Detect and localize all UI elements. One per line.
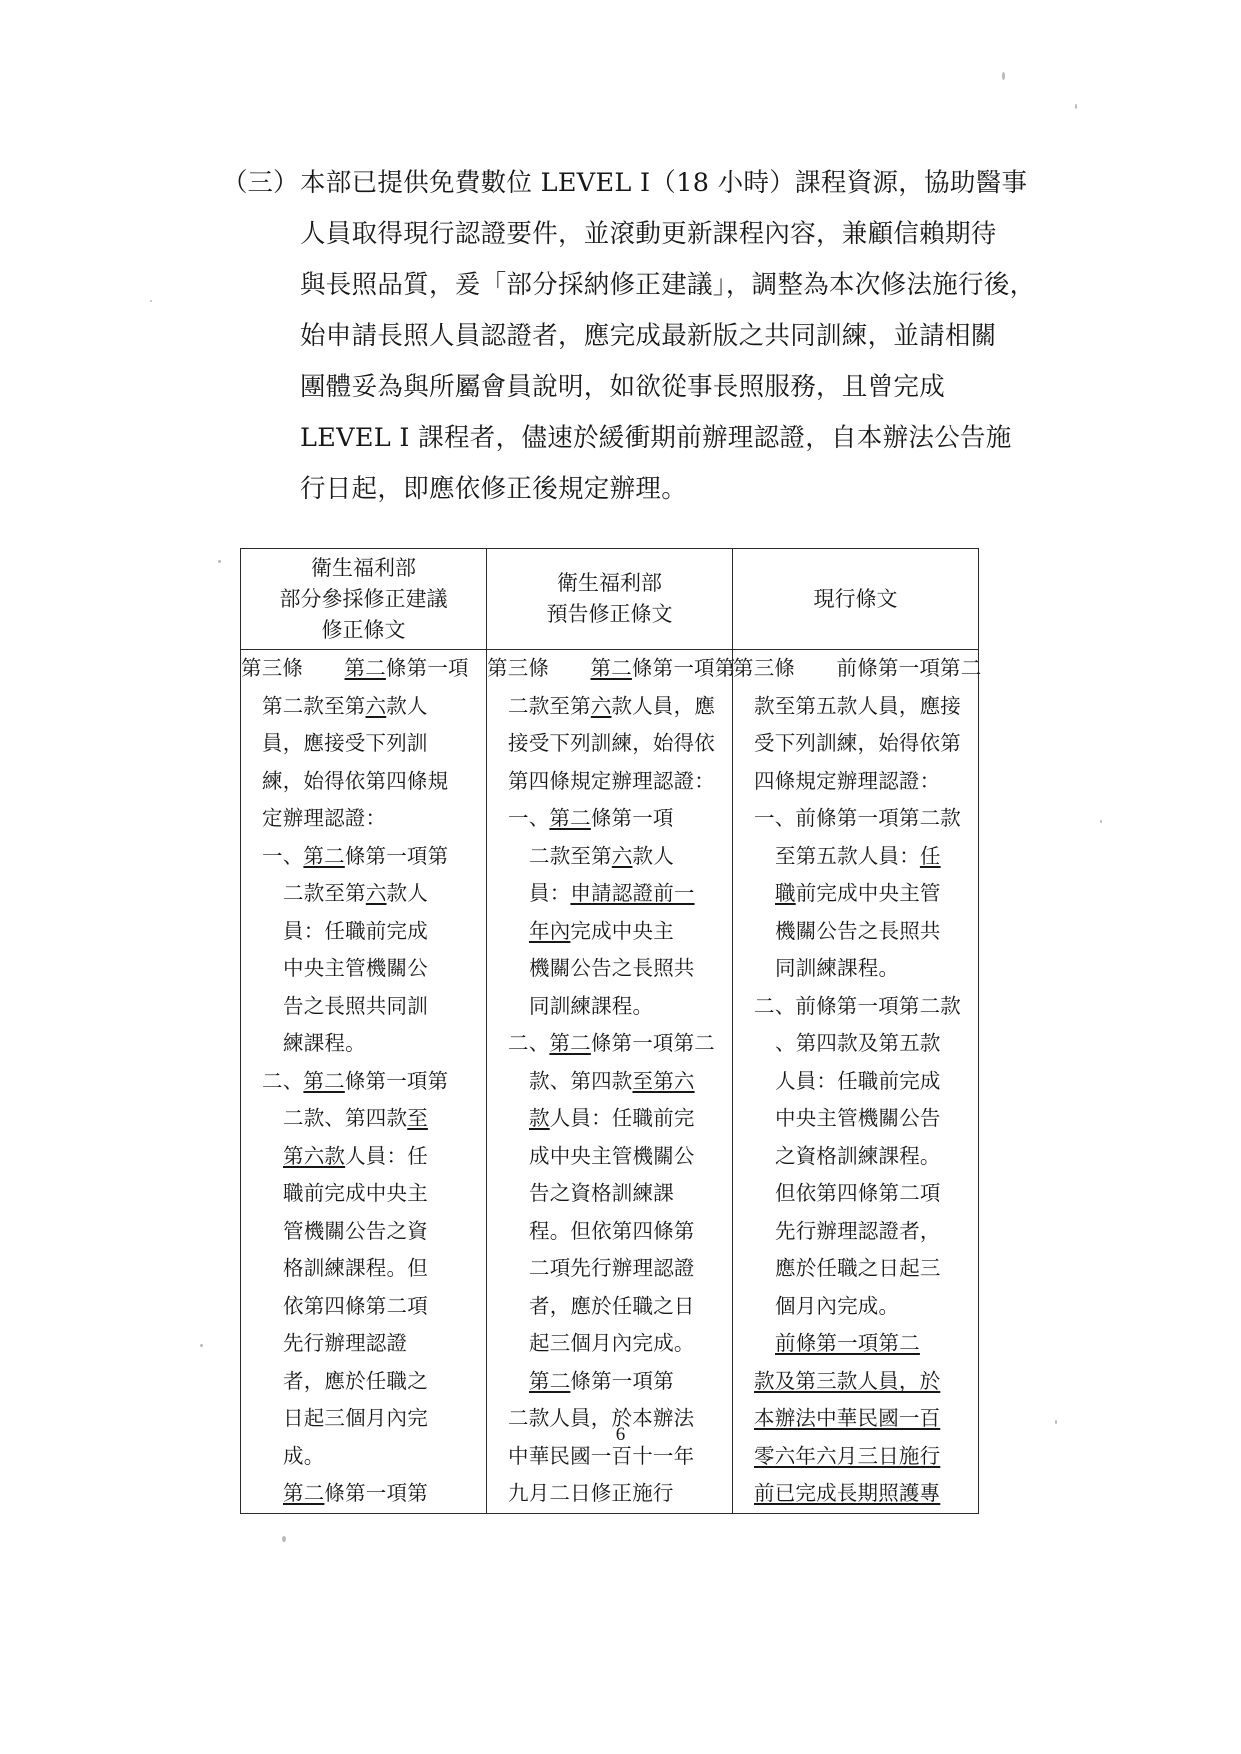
clause-text: 條第一項第二	[590, 1031, 716, 1055]
intro-line-3: 與長照品質，爰「部分採納修正建議」，調整為本次修法施行後，	[300, 270, 1036, 300]
intro-line-4: 始申請長照人員認證者，應完成最新版之共同訓練，並請相關	[300, 321, 997, 351]
underlined-amendment-text: 第六款	[283, 1143, 346, 1168]
clause-text	[549, 656, 590, 680]
intro-line-stack	[300, 158, 1027, 209]
clause-line	[487, 1213, 732, 1251]
clause-line	[733, 950, 978, 988]
clause-line	[733, 1138, 978, 1176]
underlined-amendment-text: 六	[365, 693, 387, 718]
underlined-amendment-text: 六	[590, 693, 612, 718]
clause-text: 練，始得依第四條規	[262, 768, 449, 793]
clause-text: 第四條規定辦理認證：	[508, 768, 715, 793]
cell-preannounced	[487, 650, 736, 1514]
clause-line	[487, 1138, 732, 1176]
clause-text: 至第五款人員：	[775, 843, 920, 868]
clause-text: 四條規定辦理認證：	[754, 768, 941, 793]
clause-line	[487, 1475, 732, 1513]
clause-line	[733, 650, 982, 688]
clause-text: 二款至第	[283, 881, 366, 905]
underlined-amendment-text: 第二	[344, 656, 386, 680]
clause-text: 二款至第	[529, 843, 612, 868]
scan-speck	[282, 1536, 286, 1542]
clause-line	[241, 1250, 486, 1288]
clause-text: 先行辦理認證	[283, 1331, 408, 1355]
clause-text: 第二款至第	[262, 693, 366, 718]
clause-line	[241, 1025, 486, 1063]
clause-line	[241, 988, 486, 1026]
underlined-amendment-text: 六	[365, 881, 387, 905]
amendment-comparison-table	[240, 548, 982, 1514]
scan-speck	[150, 300, 152, 302]
intro-paragraph	[222, 158, 1036, 515]
clause-line	[487, 1175, 732, 1213]
clause-text	[303, 656, 344, 680]
clause-line	[487, 838, 732, 876]
clause-text: 員：任職前完成	[283, 918, 428, 943]
column-header-current	[733, 549, 979, 650]
clause-text: 二項先行辦理認證	[529, 1256, 695, 1280]
clause-line	[241, 763, 486, 801]
underlined-amendment-text: 任	[919, 843, 941, 868]
clause-text: 人員：任職前完成	[775, 1068, 941, 1093]
cell-partially-adopted	[241, 650, 487, 1514]
clause-text: 第三條	[733, 656, 796, 680]
clause-text: 員：	[529, 881, 571, 905]
clause-line	[733, 875, 978, 913]
clause-line	[733, 1363, 978, 1401]
clause-text: 中央主管機關公	[283, 956, 428, 980]
underlined-amendment-text: 職	[775, 881, 796, 905]
clause-line	[487, 950, 732, 988]
underlined-amendment-text: 前已完成長期照護專	[754, 1481, 941, 1505]
clause-text: 前完成中央主管	[795, 881, 941, 905]
scan-speck	[1100, 820, 1102, 823]
clause-line	[733, 1063, 978, 1101]
column-header-preannounced	[487, 549, 733, 650]
clause-text	[795, 656, 836, 680]
clause-line	[487, 800, 732, 838]
clause-text: 但依第四條第二項	[775, 1181, 941, 1205]
clause-text: 條第一項第	[631, 656, 736, 680]
clause-text: 二、前條第一項第二款	[754, 993, 961, 1018]
underlined-amendment-text: 六	[611, 843, 633, 868]
header-line: 衛生福利部	[557, 571, 662, 595]
clause-text: 機關公告之長照共	[529, 956, 695, 980]
clause-line	[241, 1325, 486, 1363]
clause-line	[487, 875, 732, 913]
clause-text: 員，應接受下列訓	[262, 731, 428, 755]
column-header-preannounced-inner	[487, 549, 732, 649]
clause-text: 條第一項	[590, 806, 674, 830]
clause-text: 一、	[508, 806, 550, 830]
clause-line	[733, 688, 978, 726]
clause-line	[733, 1250, 978, 1288]
underlined-amendment-text: 第二	[303, 1068, 345, 1093]
scan-speck	[218, 560, 221, 563]
clause-text: 中華民國一百十一年	[508, 1443, 695, 1468]
clause-line	[241, 1475, 486, 1513]
underlined-amendment-text: 本辦法中華民國一百	[754, 1406, 941, 1430]
underlined-amendment-text: 前條第一項第二	[775, 1331, 920, 1355]
underlined-amendment-text: 第二	[303, 843, 345, 868]
column-header-partially-adopted-inner	[241, 549, 486, 649]
clause-text: 者，應於任職之日	[529, 1293, 695, 1318]
clause-text: 人員：任職前完	[549, 1106, 695, 1130]
underlined-amendment-text: 至	[407, 1106, 428, 1130]
clause-line	[487, 1063, 732, 1101]
clause-text: 二款人員，於本辦法	[508, 1406, 695, 1430]
clause-line	[241, 1138, 486, 1176]
clause-line	[733, 988, 978, 1026]
clause-line	[733, 1175, 978, 1213]
clause-line	[487, 650, 736, 688]
clause-text: 款至第五款人員，應接	[754, 693, 961, 718]
clause-text: 定辦理認證：	[262, 806, 387, 830]
clause-line	[733, 1025, 978, 1063]
clause-text: 起三個月內完成。	[529, 1331, 695, 1355]
underlined-amendment-text: 零六年六月三日施行	[754, 1443, 941, 1468]
clause-text: 程。但依第四條第	[529, 1218, 695, 1243]
underlined-amendment-text: 第二	[590, 656, 632, 680]
clause-line	[733, 1288, 978, 1326]
clause-text: 依第四條第二項	[283, 1293, 428, 1318]
clause-line	[241, 913, 486, 951]
clause-line	[733, 1325, 978, 1363]
clause-line	[487, 988, 732, 1026]
clause-line	[241, 1363, 486, 1401]
clause-text: 二、	[508, 1031, 550, 1055]
scan-speck	[200, 1344, 203, 1347]
clause-text: 九月二日修正施行	[508, 1481, 674, 1505]
clause-text: 練課程。	[283, 1031, 366, 1055]
clause-text: 人員：任	[345, 1143, 428, 1168]
page-number: 6	[615, 1424, 626, 1445]
clause-text: 條第一項第	[324, 1481, 428, 1505]
clause-text: 中央主管機關公告	[775, 1106, 941, 1130]
clause-text: 二款、第四款	[283, 1106, 408, 1130]
intro-marker: （三）	[222, 168, 299, 198]
clause-text: 格訓練課程。但	[283, 1256, 428, 1280]
underlined-amendment-text: 至第六	[632, 1068, 695, 1093]
clause-line	[241, 838, 486, 876]
clause-text: 款人	[632, 843, 674, 868]
cell-current	[733, 650, 982, 1514]
clause-line	[487, 1025, 732, 1063]
clause-line	[733, 800, 978, 838]
intro-line-1: 本部已提供免費數位 LEVEL I（18 小時）課程資源，協助醫事	[300, 168, 1028, 198]
clause-line	[487, 913, 732, 951]
clause-line	[241, 1063, 486, 1101]
clause-line	[241, 950, 486, 988]
intro-first-row	[222, 158, 1028, 209]
clause-text: 日起三個月內完	[283, 1406, 428, 1430]
header-line: 修正條文	[321, 617, 406, 642]
underlined-amendment-text: 申請認證前一	[570, 881, 695, 905]
clause-line	[241, 1175, 486, 1213]
clause-text: 二、	[262, 1068, 304, 1093]
clause-text: 款人	[386, 693, 428, 718]
clause-text: 個月內完成。	[775, 1293, 900, 1318]
scan-speck	[1002, 72, 1005, 80]
clause-text: 成。	[283, 1443, 325, 1468]
clause-text: 職前完成中央主	[283, 1181, 428, 1205]
clause-line	[487, 763, 732, 801]
clause-text: 同訓練課程。	[529, 993, 654, 1018]
clause-line	[487, 1325, 732, 1363]
clause-line	[733, 913, 978, 951]
clause-text: 一、	[262, 843, 304, 868]
clause-text: 機關公告之長照共	[775, 918, 941, 943]
clause-text: 完成中央主	[570, 918, 674, 943]
underlined-amendment-text: 款及第三款人員，於	[754, 1368, 941, 1393]
underlined-amendment-text: 第二	[529, 1368, 571, 1393]
clause-line	[241, 725, 486, 763]
clause-line	[487, 1250, 732, 1288]
intro-continuation	[222, 209, 1036, 515]
clause-text: 款人員，應	[611, 693, 716, 718]
clause-text: 受下列訓練，始得依第	[754, 731, 961, 755]
header-line: 衛生福利部	[311, 555, 416, 580]
clause-text: 同訓練課程。	[775, 956, 900, 980]
clause-text: 管機關公告之資	[283, 1218, 428, 1243]
intro-line-5: 團體妥為與所屬會員說明，如欲從事長照服務，且曾完成	[300, 372, 946, 402]
clause-line	[487, 725, 732, 763]
header-line: 現行條文	[813, 586, 898, 611]
clause-text: 第三條	[241, 656, 304, 680]
intro-line-6: LEVEL I 課程者，儘速於緩衝期前辦理認證，自本辦法公告施	[300, 423, 1012, 453]
clause-line	[733, 1213, 978, 1251]
clause-line	[487, 688, 732, 726]
clause-text: 一、前條第一項第二款	[754, 806, 961, 830]
header-line: 預告修正條文	[546, 602, 673, 626]
clause-line	[733, 725, 978, 763]
clause-text: 先行辦理認證者，	[775, 1218, 941, 1243]
clause-line	[733, 1100, 978, 1138]
clause-text: 條第一項第	[344, 1068, 449, 1093]
intro-line-2: 人員取得現行認證要件，並滾動更新課程內容，兼顧信賴期待	[300, 219, 997, 249]
table-body-row	[241, 650, 979, 1514]
clause-text: 告之長照共同訓	[283, 993, 428, 1018]
clause-text: 成中央主管機關公	[529, 1143, 695, 1168]
intro-line-stack-rest	[300, 209, 1035, 515]
clause-line	[733, 838, 978, 876]
clause-line	[241, 1288, 486, 1326]
clause-text: 條第一項第	[344, 843, 449, 868]
header-line: 部分參採修正建議	[279, 586, 448, 611]
clause-text: 之資格訓練課程。	[775, 1143, 941, 1168]
clause-text: 條第一項第	[570, 1368, 674, 1393]
scan-speck	[1075, 104, 1077, 109]
clause-text: 告之資格訓練課	[529, 1181, 674, 1205]
underlined-amendment-text: 第二	[549, 806, 591, 830]
clause-line	[487, 1100, 732, 1138]
clause-line	[733, 1475, 978, 1513]
clause-text: 者，應於任職之	[283, 1368, 428, 1393]
clause-line	[241, 800, 486, 838]
clause-line	[241, 875, 486, 913]
clause-text: 第三條	[487, 656, 550, 680]
clause-line	[241, 1213, 486, 1251]
clause-text: 二款至第	[508, 693, 591, 718]
clause-text: 接受下列訓練，始得依	[508, 731, 715, 755]
underlined-amendment-text: 第二	[283, 1481, 325, 1505]
clause-line	[241, 688, 486, 726]
underlined-amendment-text: 第二	[549, 1031, 591, 1055]
clause-text: 款、第四款	[529, 1068, 633, 1093]
table-header-row	[241, 549, 979, 650]
clause-line	[733, 763, 978, 801]
column-header-partially-adopted	[241, 549, 487, 650]
clause-text: 條第一項	[385, 656, 469, 680]
clause-text: 款人	[386, 881, 428, 905]
column-header-current-inner	[733, 549, 978, 649]
underlined-amendment-text: 款	[529, 1106, 550, 1130]
clause-line	[487, 1288, 732, 1326]
clause-line	[487, 1363, 732, 1401]
clause-line	[241, 650, 486, 688]
clause-text: 、第四款及第五款	[775, 1031, 941, 1055]
clause-text: 應於任職之日起三	[775, 1256, 941, 1280]
clause-text: 前條第一項第二	[836, 656, 982, 680]
intro-line-7: 行日起，即應依修正後規定辦理。	[300, 474, 688, 504]
clause-line	[241, 1100, 486, 1138]
underlined-amendment-text: 年內	[529, 918, 571, 943]
